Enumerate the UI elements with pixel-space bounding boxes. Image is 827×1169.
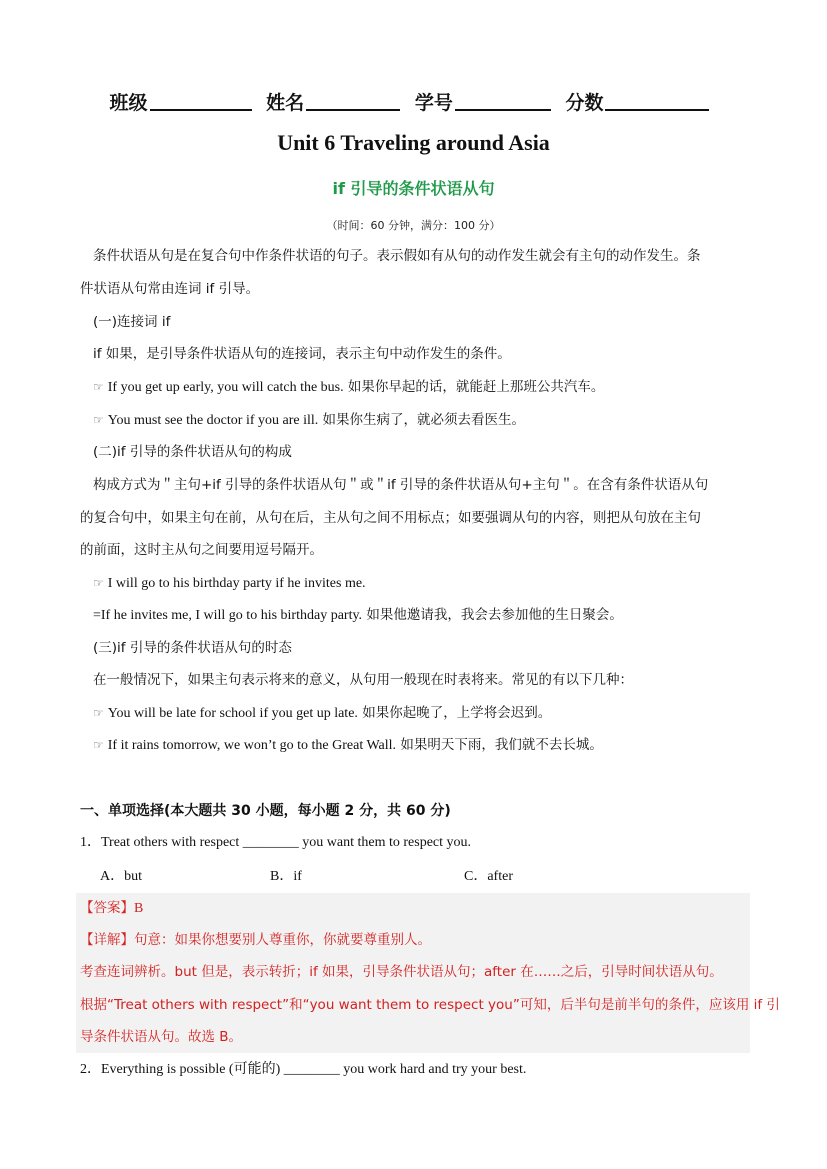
- topic-subtitle: if 引导的条件状语从句: [332, 179, 495, 198]
- detail-text: 句意：如果你想要别人尊重你，你就要尊重别人。: [134, 932, 431, 948]
- example-chinese: 如果他邀请我，我会去参加他的生日聚会。: [362, 607, 623, 623]
- part2-line-2: 的复合句中，如果主句在前，从句在后，主从句之间不用标点；如要强调从句的内容，则把从句放在主句: [80, 510, 701, 526]
- pointing-hand-icon: ☞: [93, 738, 104, 752]
- example-chinese: 如果你早起的话，就能赶上那班公共汽车。: [343, 379, 605, 395]
- example-chinese: 如果明天下雨，我们就不去长城。: [396, 737, 603, 753]
- name-label: 姓名: [266, 92, 305, 114]
- question-2-stem: [80, 1060, 750, 1080]
- part1-heading: (一)连接词 if: [93, 314, 171, 330]
- detail-line-1: [80, 930, 752, 950]
- unit-title: Unit 6 Traveling around Asia: [277, 130, 550, 155]
- detail-line-2: 考查连词辨析。but 但是，表示转折；if 如果，引导条件状语从句；after 在……之后，引导时间状语从句。: [80, 964, 723, 980]
- question-1-options: [80, 865, 750, 885]
- class-blank[interactable]: [150, 91, 252, 111]
- example-english: You will be late for school if you get up late.: [107, 706, 358, 721]
- answer-blank[interactable]: ________: [283, 1062, 340, 1077]
- pointing-hand-icon: ☞: [93, 413, 104, 427]
- intro-line-2: 件状语从句常由连词 if 引导。: [80, 281, 260, 297]
- part1-example-2: [93, 410, 763, 431]
- score-label: 分数: [565, 92, 604, 114]
- question-stem-start: 1．Treat others with respect: [80, 835, 240, 850]
- option-a[interactable]: A．but: [100, 869, 142, 884]
- section-title: 一、单项选择(本大题共 30 小题，每小题 2 分，共 60 分): [80, 803, 451, 819]
- question-stem-end: you want them to respect you.: [298, 835, 472, 850]
- option-b[interactable]: B．if: [270, 869, 302, 884]
- answer-line: [80, 898, 752, 919]
- part1-description: if 如果，是引导条件状语从句的连接词，表示主句中动作发生的条件。: [93, 346, 511, 362]
- example-english: =If he invites me, I will go to his birthday party.: [93, 608, 363, 623]
- detail-label: 【详解】: [80, 932, 134, 948]
- answer-blank[interactable]: ________: [242, 835, 299, 850]
- part2-example-1: [93, 573, 763, 594]
- example-english: If you get up early, you will catch the bus.: [107, 380, 344, 395]
- part2-example-2: [93, 605, 763, 626]
- part3-example-2: [93, 735, 763, 756]
- part2-line-3: 的前面，这时主从句之间要用逗号隔开。: [80, 542, 323, 558]
- question-stem-start: 2．Everything is possible (可能的): [80, 1062, 281, 1077]
- example-english: If it rains tomorrow, we won’t go to the Great Wall.: [107, 738, 397, 753]
- example-chinese: 如果你起晚了，上学将会迟到。: [357, 705, 552, 721]
- part2-heading: (二)if 引导的条件状语从句的构成: [93, 444, 292, 460]
- student-id-label: 学号: [414, 92, 453, 114]
- student-info-header: [0, 88, 827, 115]
- name-blank[interactable]: [306, 91, 400, 111]
- pointing-hand-icon: ☞: [93, 380, 104, 394]
- part3-example-1: [93, 703, 763, 724]
- part2-line-1: 构成方式为＂主句+if 引导的条件状语从句＂或＂if 引导的条件状语从句+主句＂。在含有条件状语从句: [93, 477, 709, 493]
- intro-line-1: 条件状语从句是在复合句中作条件状语的句子。表示假如有从句的动作发生就会有主句的动作发生。条: [93, 248, 701, 264]
- example-chinese: 如果你生病了，就必须去看医生。: [318, 412, 526, 428]
- detail-line-4: 导条件状语从句。故选 B。: [80, 1029, 243, 1045]
- pointing-hand-icon: ☞: [93, 706, 104, 720]
- score-blank[interactable]: [605, 91, 709, 111]
- example-english: You must see the doctor if you are ill.: [107, 413, 319, 428]
- part3-description: 在一般情况下，如果主句表示将来的意义，从句用一般现在时表将来。常见的有以下几种：: [93, 672, 633, 688]
- part3-heading: (三)if 引导的条件状语从句的时态: [93, 640, 292, 656]
- time-note: （时间：60 分钟，满分：100 分）: [326, 219, 501, 232]
- part1-example-1: [93, 377, 763, 398]
- answer-label: 【答案】: [80, 900, 134, 916]
- answer-value: B: [134, 901, 144, 916]
- class-label: 班级: [109, 92, 148, 114]
- example-english: I will go to his birthday party if he invites me.: [107, 576, 366, 591]
- question-1-stem: [80, 833, 750, 853]
- question-stem-end: you work hard and try your best.: [339, 1062, 527, 1077]
- student-id-blank[interactable]: [455, 91, 551, 111]
- detail-line-3: 根据“Treat others with respect”和“you want them to respect you”可知，后半句是前半句的条件，应该用 if 引: [80, 997, 780, 1013]
- option-c[interactable]: C．after: [464, 869, 513, 884]
- pointing-hand-icon: ☞: [93, 576, 104, 590]
